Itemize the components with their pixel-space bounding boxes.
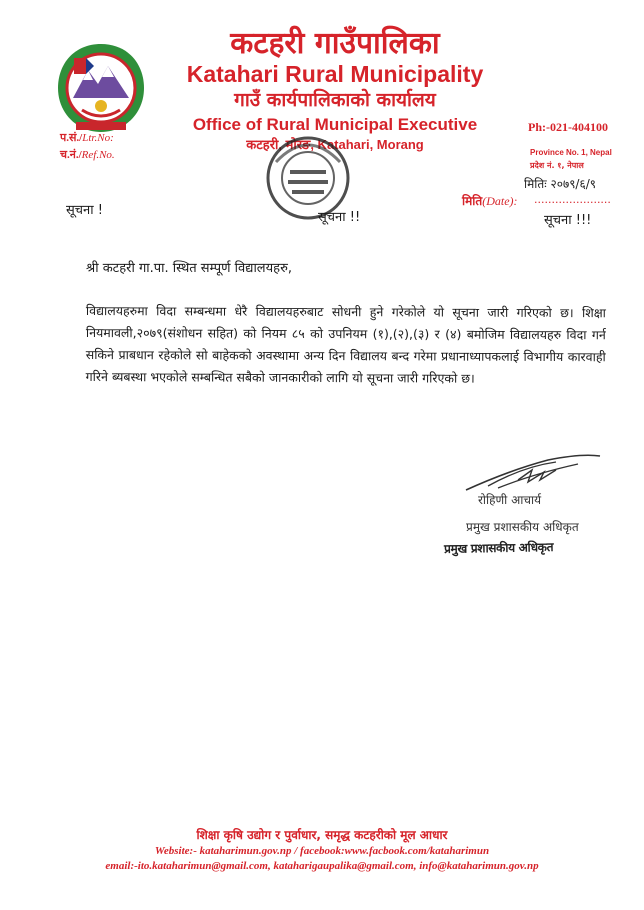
- footer-email: email:-ito.kataharimun@gmail.com, kataharigaupalika@gmail.com, info@kataharimun.gov.np: [105, 860, 539, 872]
- letter-date: मितिः २०७९/६/९: [524, 177, 596, 191]
- signatory-stamp: प्रमुख प्रशासकीय अधिकृत: [443, 540, 554, 556]
- date-label-np: मिति: [462, 194, 483, 208]
- notice-heading-left: सूचना !: [66, 203, 103, 218]
- letter-number-np: प.सं./: [60, 132, 83, 144]
- date-label-en: (Date):: [482, 194, 518, 208]
- phone-number: Ph:-021-404100: [528, 120, 608, 134]
- signatory-title: प्रमुख प्रशासकीय अधिकृत: [466, 520, 579, 534]
- date-label: [462, 192, 518, 209]
- reference-number-label: [60, 147, 115, 162]
- notice-heading-middle: सूचना !!: [318, 210, 361, 225]
- footer-slogan: शिक्षा कृषि उद्योग र पुर्वाधार, समृद्ध कटहरीको मूल आधार: [196, 828, 448, 842]
- municipality-emblem: [52, 40, 150, 136]
- letter-number-label: [60, 130, 114, 145]
- office-address: कटहरी, मोरङ, Katahari, Morang: [246, 137, 424, 152]
- salutation: श्री कटहरी गा.पा. स्थित सम्पूर्ण विद्यालयहरु,: [86, 261, 292, 276]
- notice-body: विद्यालयहरुमा विदा सम्बन्धमा धेरै विद्यालयहरुबाट सोधनी हुने गरेकोले यो सूचना जारी गरिएको छ। शिक्षा नियमावली,२०७९(संशोधन सहित) को नियम ८५ को उपनियम (१),(२),(३) र (४) बमोजिम विद्यालयहरु विदा गर्न सकिने प्राबधान रहेकोले सो बाहेकको अवस्थामा अन्य दिन विद्यालय बन्द गरेमा प्रधानाध्यापकलाई विभागीय कारवाही गरिने ब्यबस्था भएकोले सम्बन्धित सबैको जानकारीको लागि यो सूचना जारी गरिएको छ।: [85, 302, 606, 386]
- date-dotted-line: ......................: [534, 193, 611, 206]
- reference-number-np: च.नं./: [60, 149, 82, 161]
- letter-number-en: Ltr.No:: [82, 132, 114, 144]
- office-name-np: गाउँ कार्यपालिकाको कार्यालय: [234, 89, 436, 111]
- footer-website: Website:- kataharimun.gov.np / facebook:www.facbook.com/kataharimun: [154, 845, 490, 857]
- reference-number-en: Ref.No.: [81, 149, 115, 161]
- province-en: Province No. 1, Nepal: [530, 148, 612, 157]
- municipality-name-np: कटहरी गाउँपालिका: [230, 26, 440, 61]
- municipality-name-en: Katahari Rural Municipality: [186, 61, 484, 87]
- notice-heading-right: सूचना !!!: [544, 213, 592, 228]
- office-name-en: Office of Rural Municipal Executive: [192, 115, 478, 134]
- province-np: प्रदेश नं. १, नेपाल: [530, 161, 584, 170]
- signatory-name: रोहिणी आचार्य: [478, 493, 542, 507]
